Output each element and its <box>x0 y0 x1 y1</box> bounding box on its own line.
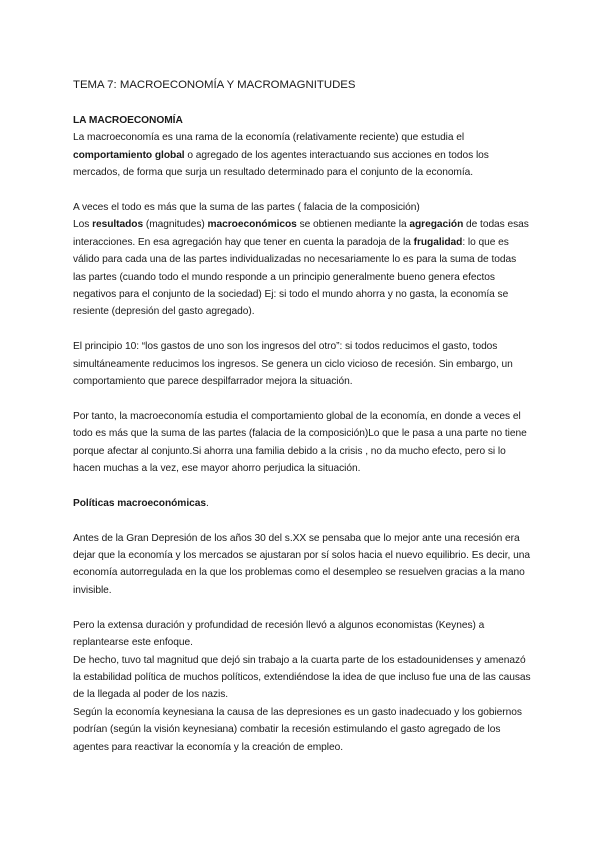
heading-suffix: . <box>205 497 209 509</box>
paragraph-magnitud: De hecho, tuvo tal magnitud que dejó sin trabajo a la cuarta parte de los estadounidenses y amenazó la estabilidad política de muchos políticos, extendiéndose la idea de que incluso fue una de las causas de la llegada al poder de los nazis. <box>73 654 531 701</box>
paragraph-principle-10: El principio 10: “los gastos de uno son los ingresos del otro”: si todos reducimos el gasto, todos simultáneamente reducimos los ingresos. Se genera un ciclo vicioso de recesión. Sin embargo, un comportamiento que parece despilfarrador mejora la situación. <box>73 341 513 388</box>
paragraph-gran-depresion: Antes de la Gran Depresión de los años 30 del s.XX se pensaba que lo mejor ante una recesión era dejar que la economía y los mercados se ajustaran por sí solos hacia el nuevo equilibrio. Es decir, una economía autorregulada en la que los problemas como el desempleo se resuelven gracias a la mano invisible. <box>73 532 530 596</box>
document-title: TEMA 7: MACROECONOMÍA Y MACROMAGNITUDES <box>73 79 356 91</box>
section-heading-politicas <box>73 495 531 512</box>
paragraph-definition <box>73 129 531 181</box>
paragraph-composition <box>73 199 531 321</box>
paragraph-keynes: Pero la extensa duración y profundidad de recesión llevó a algunos economistas (Keynes) a replantearse este enfoque. <box>73 619 485 649</box>
paragraph-summary: Por tanto, la macroeconomía estudia el comportamiento global de la economía, en donde a veces el todo es más que la suma de las partes (falacia de la composición)Lo que le pasa a una parte no tiene porque afectar al conjunto.Si ahorra una familia debido a la crisis , no da mucho efecto, pero si lo hacen muchas a la vez, ese mayor ahorro perjudica la situación. <box>73 410 527 475</box>
bold-heading-text: Políticas macroeconómicas <box>73 497 206 509</box>
text-span: La macroeconomía es una rama de la economía (relativamente reciente) que estudia el <box>73 132 465 144</box>
section-heading-macroeconomia: LA MACROECONOMÍA <box>73 115 183 126</box>
text-span: se obtienen mediante la <box>296 219 410 231</box>
text-span: o agregado de los agentes interactuando sus acciones en todos los mercados, de forma que surja un resultado determinado para el conjunto de la economía. <box>73 149 489 179</box>
text-span: de todas esas interacciones. En esa agregación hay que tener en cuenta la paradoja de la <box>73 219 529 248</box>
text-span: : lo que es válido para cada una de las partes individualizadas no necesariamente lo es para la suma de todas las partes (cuando todo el mundo responde a un principio generalmente bueno genera efectos negativos para el conjunto de la sociedad) Ej: si todo el mundo ahorra y no gasta, la economía se resiente (depresión del gasto agregado). <box>73 236 517 318</box>
document-page <box>73 77 531 756</box>
text-span: A veces el todo es más que la suma de las partes ( falacia de la composición) <box>73 202 420 214</box>
bold-term: comportamiento global <box>73 149 185 161</box>
text-span: Los <box>73 219 93 231</box>
bold-term: agregación <box>409 219 464 231</box>
text-span: (magnitudes) <box>143 219 208 231</box>
bold-term: resultados <box>92 219 144 231</box>
bold-term: macroeconómicos <box>207 219 297 231</box>
paragraph-keynesiana: Según la economía keynesiana la causa de las depresiones es un gasto inadecuado y los gobiernos podrían (según la visión keynesiana) combatir la recesión estimulando el gasto agregado de los agentes para reactivar la economía y la creación de empleo. <box>73 706 522 753</box>
bold-term: frugalidad <box>413 236 463 248</box>
